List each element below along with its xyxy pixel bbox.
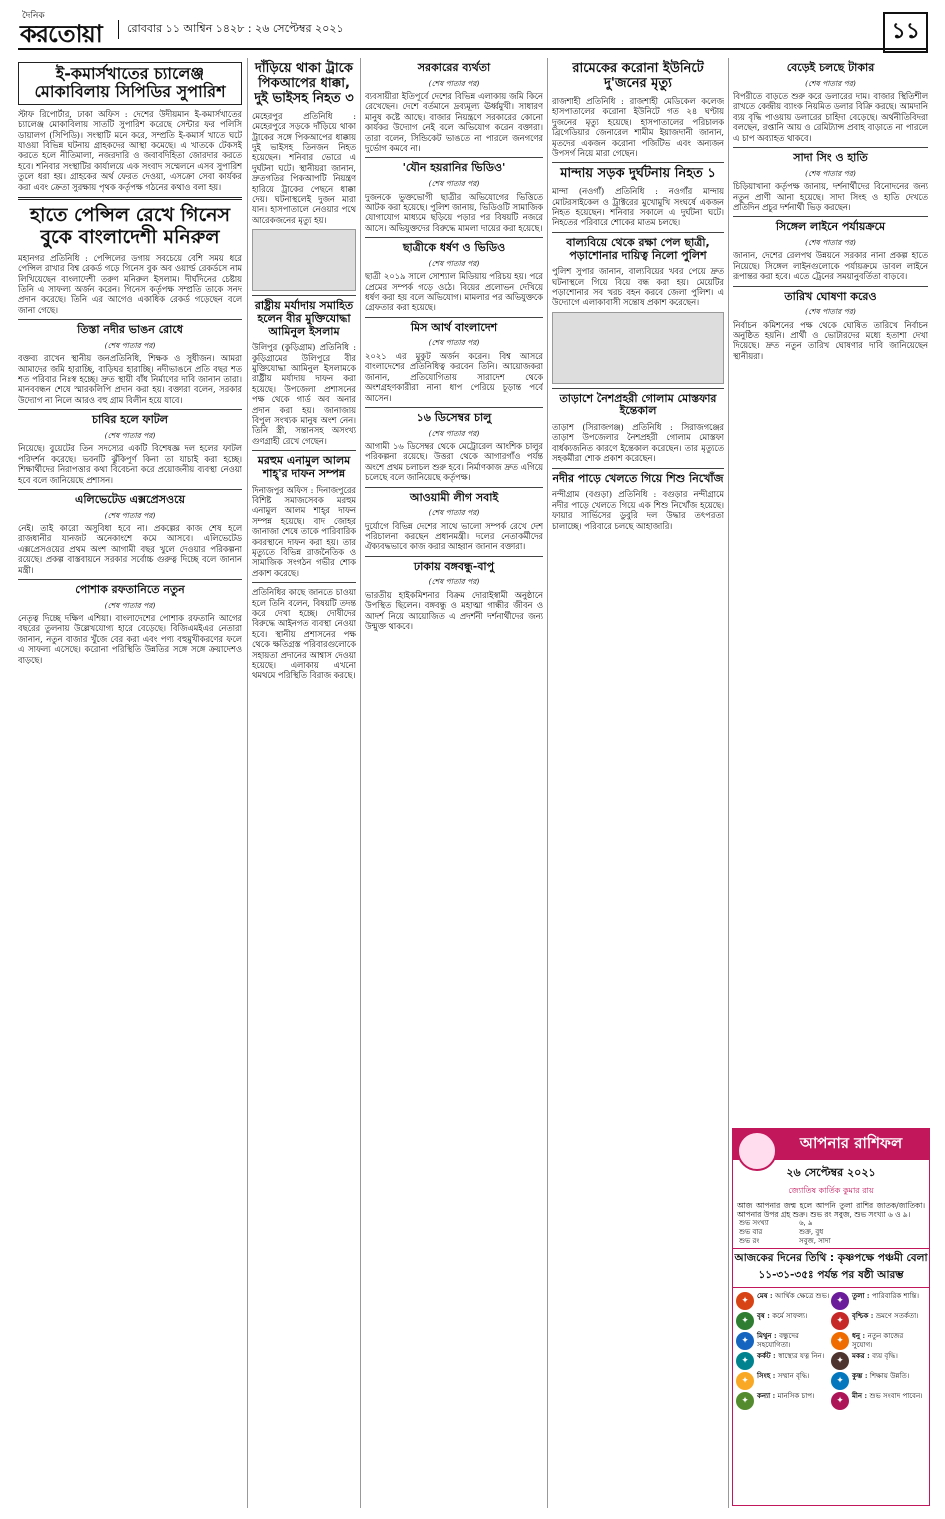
paragraph: স্টাফ রিপোর্টার, ঢাকা অফিস : দেশের উদীয়মান ই-কমার্সখাতের চ্যালেঞ্জ মোকাবিলায় সাতটি সুপারিশ করেছে সেন্টার ফর পলিসি ডায়ালগ (সিপিডি)। সংস্থাটি মনে করে, সম্প্রতি ই-কমার্স খাতে ঘটে যাওয়া বিভিন্ন ঘটনায় গ্রাহকদের আস্থা কমেছে। এ খাতকে টেকসই করতে হলে নীতিমালা, নজরদারি ও জবাবদিহিতা জোরদার করতে হবে। শনিবার সংস্থাটির কার্যালয়ে এক সংবাদ সম্মেলনে এসব সুপারিশ তুলে ধরা হয়। গ্রাহকের অর্থ ফেরত দেওয়া, এসক্রো সেবা কার্যকর করা এবং ক্রেতা সুরক্ষায় পৃথক কর্তৃপক্ষ গঠনের কথাও বলা হয়।	[18, 108, 242, 192]
paragraph: প্রতিনিধির কাছে জানতে চাওয়া হলে তিনি বলেন, বিষয়টি তদন্ত করে দেখা হচ্ছে। দোষীদের বিরুদ্ধে আইনগত ব্যবস্থা নেওয়া হবে। স্থানীয় প্রশাসনের পক্ষ থেকে ক্ষতিগ্রস্ত পরিবারগুলোকে সহায়তা প্রদানের আশ্বাস দেওয়া হয়েছে। এলাকায় এখনো থমথমে পরিস্থিতি বিরাজ করছে।	[252, 587, 356, 681]
paragraph: মেহেরপুর প্রতিনিধি : মেহেরপুরে সড়কে দাঁড়িয়ে থাকা ট্রাকের সঙ্গে পিকআপের ধাক্কায় দুই ভাইসহ তিনজন নিহত হয়েছেন। শনিবার ভোরে এ দুর্ঘটনা ঘটে। স্থানীয়রা জানান, দ্রুতগতির পিকআপটি নিয়ন্ত্রণ হারিয়ে ট্রাকের পেছনে ধাক্কা দেয়। ঘটনাস্থলেই দুজন মারা যান। হাসপাতালে নেওয়ার পথে আরেকজনের মৃত্যু হয়।	[252, 110, 356, 225]
article-body	[733, 250, 928, 281]
paragraph: পুলিশ সুপার জানান, বাল্যবিয়ের খবর পেয়ে দ্রুত ঘটনাস্থলে গিয়ে বিয়ে বন্ধ করা হয়। মেয়েটির পড়াশোনার সব খরচ বহন করবে জেলা পুলিশ। এ উদ্যোগে এলাকাবাসী সন্তোষ প্রকাশ করেছেন।	[552, 266, 724, 308]
zodiac-wheel-icon	[737, 1131, 777, 1171]
continued-label: (শেষ পাতার পর)	[428, 338, 480, 348]
article-body	[252, 485, 356, 579]
zodiac-text: কন্যা : মানসিক চাপ।	[757, 1391, 815, 1401]
horoscope-title: আপনার রাশিফল	[733, 1129, 929, 1160]
paragraph: উলিপুর (কুড়িগ্রাম) প্রতিনিধি : কুড়িগ্রামের উলিপুরে বীর মুক্তিযোদ্ধা আমিনুল ইসলামকে রাষ্ট্রীয় মর্যাদায় দাফন করা হয়েছে। উপজেলা প্রশাসনের পক্ষ থেকে গার্ড অব অনার প্রদান করা হয়। জানাজায় বিপুল সংখ্যক মানুষ অংশ নেন। তিনি স্ত্রী, সন্তানসহ অসংখ্য গুণগ্রাহী রেখে গেছেন।	[252, 342, 356, 446]
paragraph: নেতৃত্ব দিচ্ছে দক্ষিণ এশিয়া। বাংলাদেশের পোশাক রফতানি আগের বছরের তুলনায় উল্লেখযোগ্য হারে বেড়েছে। বিজিএমইএর নেতারা জানান, নতুন বাজার খুঁজে বের করা এবং পণ্য বহুমুখীকরণের ফলে এ সাফল্য এসেছে। করোনা পরিস্থিতি উন্নতির সঙ্গে সঙ্গে ক্রয়াদেশও বাড়ছে।	[18, 613, 242, 665]
zodiac-sign-item	[831, 1351, 926, 1371]
zodiac-sign-item	[736, 1311, 831, 1331]
zodiac-icon: ✦	[736, 1332, 754, 1350]
article-body	[252, 587, 356, 681]
zodiac-icon: ✦	[736, 1392, 754, 1410]
headline: সিঙ্গেল লাইনে পর্যায়ক্রমে	[775, 220, 886, 234]
article-body	[733, 91, 928, 143]
article-body	[365, 271, 543, 313]
horoscope-author: জ্যোতিষ কার্তিক কুমার রায়	[788, 1186, 874, 1195]
headline: মান্দায় সড়ক দুর্ঘটনায় নিহত ১	[560, 166, 716, 182]
continued-label: (শেষ পাতার পর)	[805, 78, 856, 88]
zodiac-icon: ✦	[831, 1332, 849, 1350]
paragraph: চিড়িয়াখানা কর্তৃপক্ষ জানায়, দর্শনার্থীদের বিনোদনের জন্য নতুন প্রাণী আনা হয়েছে। সাদা সিংহ ও হাতি দেখতে প্রতিদিন প্রচুর দর্শনার্থী ভিড় করছেন।	[733, 181, 928, 212]
paragraph: দিনাজপুর অফিস : দিনাজপুরের বিশিষ্ট সমাজসেবক মরহুম এনামুল আলম শাহ্‌র দাফন সম্পন্ন হয়েছে। বাদ জোহর জানাজা শেষে তাকে পারিবারিক কবরস্থানে দাফন করা হয়। তার মৃত্যুতে বিভিন্ন রাজনৈতিক ও সামাজিক সংগঠন গভীর শোক প্রকাশ করেছে।	[252, 484, 356, 578]
paragraph: ২০২১ এর মুকুট অর্জন করেন। বিশ্ব আসরে বাংলাদেশের প্রতিনিধিত্ব করবেন তিনি। আয়োজকরা জানান, প্রতিযোগিতায় সারাদেশ থেকে অংশগ্রহণকারীরা নানা ধাপ পেরিয়ে চূড়ান্ত পর্বে আসেন।	[365, 350, 543, 403]
zodiac-signs	[733, 1291, 929, 1411]
continued-label: (শেষ পাতার পর)	[104, 340, 156, 350]
headline: বাল্যবিয়ে থেকে রক্ষা পেল ছাত্রী, পড়াশোনার দায়িত্ব নিলো পুলিশ	[566, 235, 710, 262]
article-body	[552, 186, 724, 228]
headline: হাতে পেন্সিল রেখে গিনেস বুকে বাংলাদেশী মনিরুল	[29, 204, 231, 248]
zodiac-sign-item	[736, 1371, 831, 1391]
headline: ছাত্রীকে ধর্ষণ ও ভিডিও	[402, 241, 506, 255]
horoscope-date: ২৬ সেপ্টেম্বর ২০২১	[786, 1166, 876, 1179]
zodiac-icon: ✦	[831, 1352, 849, 1370]
headline: সাদা সিং ও হাতি	[793, 151, 868, 165]
column-rule	[247, 58, 248, 1508]
zodiac-sign-item	[736, 1351, 831, 1371]
paragraph: বক্তব্য রাখেন স্থানীয় জনপ্রতিনিধি, শিক্ষক ও সুধীজন। আমরা আমাদের জমি হারাচ্ছি, বাড়িঘর হারাচ্ছি। নদীভাঙনে প্রতি বছর শত শত পরিবার নিঃস্ব হচ্ছে। দ্রুত স্থায়ী বাঁধ নির্মাণের দাবি জানান তারা। মানববন্ধন শেষে স্মারকলিপি প্রদান করা হয়। বক্তারা বলেন, সরকার উদ্যোগ না নিলে আরও বহু গ্রাম বিলীন হয়ে যাবে।	[18, 353, 242, 405]
zodiac-text: ধনু : নতুন কাজের সুযোগ।	[852, 1331, 904, 1349]
article-body	[365, 192, 543, 234]
horoscope-intro: আজ আপনার জন্ম হলে আপনি তুলা রাশির জাতক/জাতিকা। আপনার উপর গ্রহ শুক্র। শুভ রং সবুজ, শুভ সংখ্যা ৬ ও ৯।	[737, 1201, 925, 1220]
article-body	[552, 489, 724, 531]
headline: তারিখ ঘোষণা করেও	[784, 289, 877, 303]
zodiac-icon: ✦	[736, 1292, 754, 1310]
paragraph: নিয়েছে। বুয়েটের তিন সদস্যের একটি বিশেষজ্ঞ দল হলের ফাটল পরিদর্শন করেছে। ভবনটি ঝুঁকিপূর্ণ কিনা তা যাচাই করা হচ্ছে। শিক্ষার্থীদের নিরাপত্তার কথা বিবেচনা করে প্রয়োজনীয় ব্যবস্থা নেওয়া হবে বলে জানিয়েছে প্রশাসন।	[18, 443, 242, 485]
continued-label: (শেষ পাতার পর)	[104, 600, 156, 610]
article-body	[18, 613, 242, 665]
zodiac-sign-item	[736, 1291, 831, 1311]
paragraph: দুর্যোগে বিভিন্ন দেশের সাথে ভালো সম্পর্ক রেখে দেশ পরিচালনা করছেন প্রধানমন্ত্রী। দলের নেতাকর্মীদের ঐক্যবদ্ধভাবে কাজ করার আহ্বান জানান বক্তারা।	[365, 520, 543, 552]
headline: 'যৌন হয়রানির ভিডিও'	[402, 161, 506, 175]
horoscope-table	[733, 1219, 929, 1245]
today-tithi: আজকের দিনের তিথি : কৃষ্ণপক্ষে পঞ্চমী বেলা ১১-৩১-৩৫ঃ পর্যন্ত পর ষষ্ঠী আরম্ভ	[733, 1248, 929, 1288]
zodiac-icon: ✦	[736, 1312, 754, 1330]
zodiac-text: তুলা : পারিবারিক শান্তি।	[852, 1291, 920, 1301]
headline: রামেকের করোনা ইউনিটে দু'জনের মৃত্যু	[572, 61, 704, 91]
horoscope-box	[732, 1128, 930, 1506]
zodiac-text: কুম্ভ : শিক্ষায় উন্নতি।	[852, 1371, 910, 1381]
table-row: শুভ রং সবুজ, সাদা	[739, 1236, 831, 1245]
continued-label: (শেষ পাতার পর)	[428, 258, 480, 268]
article-body	[18, 353, 242, 405]
column-rule	[547, 58, 548, 1508]
headline: ই-কমার্সখাতের চ্যালেঞ্জ মোকাবিলায় সিপিডির সুপারিশ	[18, 62, 242, 105]
paragraph: বিপরীতে বাড়তে শুরু করে ডলারের দাম। বাজার স্থিতিশীল রাখতে কেন্দ্রীয় ব্যাংক নিয়মিত ডলার বিক্রি করছে। আমদানি ব্যয় বৃদ্ধি পাওয়ায় ডলারের চাহিদা বেড়েছে। অর্থনীতিবিদরা বলছেন, রপ্তানি আয় ও রেমিট্যান্স প্রবাহ বাড়াতে না পারলে এ চাপ অব্যাহত থাকবে।	[733, 91, 928, 143]
paragraph: জানান, দেশের রেলপথ উন্নয়নে সরকার নানা প্রকল্প হাতে নিয়েছে। সিঙ্গেল লাইনগুলোকে পর্যায়ক্রমে ডাবল লাইনে রূপান্তর করা হবে। এতে ট্রেনের সময়ানুবর্তিতা বাড়বে।	[733, 250, 928, 282]
headline: ঢাকায় বঙ্গবন্ধু-বাপু	[413, 559, 495, 573]
headline: মিস আর্থ বাংলাদেশ	[410, 320, 498, 334]
headline: রাষ্ট্রীয় মর্যাদায় সমাহিত হলেন বীর মুক্তিযোদ্ধা আমিনুল ইসলাম	[254, 299, 354, 338]
headline: পোশাক রফতানিতে নতুন	[75, 582, 185, 596]
column-2	[252, 58, 356, 1508]
zodiac-sign-item	[736, 1331, 831, 1351]
zodiac-text: বৃশ্চিক : ভ্রমণে সতর্কতা।	[852, 1311, 919, 1321]
column-4	[552, 58, 724, 1508]
article-body	[252, 342, 356, 446]
headline: চাবির হলে ফাটল	[92, 413, 168, 427]
continued-label: (শেষ পাতার পর)	[428, 179, 480, 189]
zodiac-text: বৃষ : কর্মে সাফল্য।	[757, 1311, 808, 1321]
headline: সরকারের ব্যর্থতা	[417, 61, 491, 74]
article-body	[18, 109, 242, 192]
paragraph: দুজনকে ভুক্তভোগী ছাত্রীর অভিযোগের ভিত্তিতে আটক করা হয়েছে। পুলিশ জানায়, ভিডিওটি সামাজিক যোগাযোগ মাধ্যমে ছড়িয়ে পড়ার পর বিষয়টি নজরে আসে। অভিযুক্তদের বিরুদ্ধে মামলা দায়ের করা হয়েছে।	[365, 191, 543, 233]
paragraph: ভারতীয় হাইকমিশনার বিক্রম দোরাইস্বামী অনুষ্ঠানে উপস্থিত ছিলেন। বঙ্গবন্ধু ও মহাত্মা গান্ধীর জীবন ও আদর্শ নিয়ে আয়োজিত এ প্রদর্শনী দর্শনার্থীদের জন্য উন্মুক্ত থাকবে।	[365, 589, 543, 632]
table-row: শুভ সংখ্যা ৬, ৯	[739, 1219, 813, 1228]
paragraph: মান্দা (নওগাঁ) প্রতিনিধি : নওগাঁর মান্দায় মোটরসাইকেল ও ট্রাক্টরের মুখোমুখি সংঘর্ষে একজন নিহত হয়েছেন। শনিবার সকালে এ দুর্ঘটনা ঘটে। নিহতের পরিবারে শোকের মাতম চলছে।	[552, 186, 724, 228]
article-body	[365, 521, 543, 552]
headline: তাড়াশে নৈশপ্রহরী গোলাম মোস্তফার ইন্তেকাল	[559, 391, 717, 418]
zodiac-sign-item	[831, 1291, 926, 1311]
headline: মরহুম এনামুল আলম শাহ্‌'র দাফন সম্পন্ন	[257, 454, 351, 480]
zodiac-text: মিথুন : বন্ধুদের সহযোগিতা।	[757, 1331, 799, 1349]
article-body	[552, 266, 724, 308]
paragraph: নেই। তাই কারো অসুবিধা হবে না। প্রকল্পের কাজ শেষ হলে রাজধানীর যানজট অনেকাংশে কমে আসবে। এলিভেটেড এক্সপ্রেসওয়ের প্রথম অংশ আগামী বছর খুলে দেওয়ার পরিকল্পনা রয়েছে। প্রকল্প বাস্তবায়নে সরকার সর্বোচ্চ গুরুত্ব দিচ্ছে বলে জানান মন্ত্রী।	[18, 522, 242, 575]
column-3	[365, 58, 543, 1508]
article-body	[552, 422, 724, 464]
zodiac-icon: ✦	[736, 1352, 754, 1370]
continued-label: (শেষ পাতার পর)	[428, 78, 480, 88]
continued-label: (শেষ পাতার পর)	[428, 428, 480, 438]
zodiac-icon: ✦	[831, 1312, 849, 1330]
logo-tagline: দৈনিক	[22, 11, 45, 21]
zodiac-icon: ✦	[831, 1372, 849, 1390]
headline: ১৬ ডিসেম্বর চালু	[416, 410, 492, 424]
article-body	[18, 523, 242, 575]
column-5	[733, 58, 928, 1123]
column-rule	[728, 58, 729, 1508]
article-body	[733, 320, 928, 362]
dateline: রোববার ১১ আশ্বিন ১৪২৮ : ২৬ সেপ্টেম্বর ২০২১	[118, 20, 344, 39]
news-photo	[252, 229, 356, 291]
column-1	[18, 58, 242, 1508]
zodiac-sign-item	[831, 1311, 926, 1331]
article-body	[365, 91, 543, 153]
zodiac-icon: ✦	[736, 1372, 754, 1390]
zodiac-text: মকর : ব্যয় বৃদ্ধি।	[852, 1351, 898, 1361]
paragraph: আগামী ১৬ ডিসেম্বর থেকে মেট্রোরেল আংশিক চালুর পরিকল্পনা রয়েছে। উত্তরা থেকে আগারগাঁও পর্যন্ত অংশে প্রথম চলাচল শুরু হবে। নির্মাণকাজ দ্রুত এগিয়ে চলেছে বলে জানিয়েছে কর্তৃপক্ষ।	[365, 440, 543, 483]
article-body	[552, 96, 724, 158]
article-body	[365, 590, 543, 632]
article-body	[18, 443, 242, 485]
headline: দাঁড়িয়ে থাকা ট্রাকে পিকআপের ধাক্কা, দুই ভাইসহ নিহত ৩	[254, 61, 354, 106]
article-body	[252, 111, 356, 225]
zodiac-sign-item	[831, 1391, 926, 1411]
paragraph: মহানগর প্রতিনিধি : পেন্সিলের ডগায় সবচেয়ে বেশি সময় ধরে পেন্সিল রাখার বিশ্ব রেকর্ড গড়ে গিনেস বুক অব ওয়ার্ল্ড রেকর্ডসে নাম লিখিয়েছেন বাংলাদেশী তরুণ মনিরুল ইসলাম। দীর্ঘদিনের চেষ্টায় তিনি এ সাফল্য অর্জন করেন। গিনেস কর্তৃপক্ষ সম্প্রতি তাকে সনদ প্রদান করেছে। তিনি এর আগেও একাধিক রেকর্ড গড়েছেন বলে জানা গেছে।	[18, 252, 242, 315]
continued-label: (শেষ পাতার পর)	[104, 430, 156, 440]
article-body	[365, 441, 543, 483]
continued-label: (শেষ পাতার পর)	[428, 577, 480, 587]
continued-label: (শেষ পাতার পর)	[805, 307, 856, 317]
continued-label: (শেষ পাতার পর)	[805, 168, 856, 178]
headline: বেড়েই চলছে টাকার	[786, 61, 875, 74]
table-row: শুভ বার শুক্র, বুধ	[739, 1228, 824, 1236]
paragraph: রাজশাহী প্রতিনিধি : রাজশাহী মেডিকেল কলেজ হাসপাতালের করোনা ইউনিটে গত ২৪ ঘণ্টায় দুজনের মৃত্যু হয়েছে। হাসপাতালের পরিচালক ব্রিগেডিয়ার জেনারেল শামীম ইয়াজদানী জানান, মৃতদের একজন করোনা পজিটিভ এবং অন্যজন উপসর্গ নিয়ে মারা গেছেন।	[552, 95, 724, 158]
article-body	[365, 351, 543, 403]
article-body	[18, 253, 242, 315]
column-rule	[360, 58, 361, 1508]
logo-title: করতোয়া	[20, 20, 102, 48]
zodiac-text: মীন : শুভ সংবাদ পাবেন।	[852, 1391, 923, 1401]
zodiac-icon: ✦	[831, 1392, 849, 1410]
headline: আওয়ামী লীগ সবাই	[409, 490, 499, 504]
zodiac-icon: ✦	[831, 1292, 849, 1310]
paragraph: ব্যবসায়ীরা ইতিপূর্বে দেশের বিভিন্ন এলাকায় জমি কিনে রেখেছেন। দেশে বর্তমানে দ্রব্যমূল্য ঊর্ধ্বমুখী। সাধারণ মানুষ কষ্টে আছে। বাজার নিয়ন্ত্রণে সরকারের কোনো কার্যকর উদ্যোগ নেই বলে অভিযোগ করেন বক্তারা। তারা বলেন, সিন্ডিকেট ভাঙতে না পারলে জনগণের দুর্ভোগ কমবে না।	[365, 91, 543, 154]
paragraph: নির্বাচন কমিশনের পক্ষ থেকে ঘোষিত তারিখে নির্বাচন অনুষ্ঠিত হয়নি। প্রার্থী ও ভোটারদের মধ্যে হতাশা দেখা দিয়েছে। দ্রুত নতুন তারিখ ঘোষণার দাবি জানিয়েছেন স্থানীয়রা।	[733, 319, 928, 361]
headline: এলিভেটেড এক্সপ্রেসওয়ে	[74, 492, 185, 506]
paragraph: ছাত্রী ২০১৯ সালে সোশ্যাল মিডিয়ায় পরিচয় হয়। পরে প্রেমের সম্পর্ক গড়ে ওঠে। বিয়ের প্রলোভন দেখিয়ে ধর্ষণ করা হয় বলে অভিযোগ। মামলার পর অভিযুক্তকে গ্রেফতার করা হয়েছে।	[365, 271, 543, 313]
zodiac-text: কর্কট : স্বাস্থ্যের যত্ন নিন।	[757, 1351, 825, 1361]
news-photo	[552, 312, 724, 384]
zodiac-sign-item	[831, 1331, 926, 1351]
headline: তিস্তা নদীর ভাঙন রোধে	[77, 323, 183, 337]
zodiac-text: সিংহ : সম্মান বৃদ্ধি।	[757, 1371, 810, 1381]
zodiac-sign-item	[831, 1371, 926, 1391]
paragraph: নন্দীগ্রাম (বগুড়া) প্রতিনিধি : বগুড়ার নন্দীগ্রামে নদীর পাড়ে খেলতে গিয়ে এক শিশু নিখোঁজ হয়েছে। ফায়ার সার্ভিসের ডুবুরি দল উদ্ধার তৎপরতা চালাচ্ছে। পরিবারে চলছে আহাজারি।	[552, 489, 724, 531]
page-number: ১১	[883, 12, 928, 53]
continued-label: (শেষ পাতার পর)	[805, 237, 856, 247]
zodiac-sign-item	[736, 1391, 831, 1411]
continued-label: (শেষ পাতার পর)	[104, 510, 156, 520]
headline: নদীর পাড়ে খেলতে গিয়ে শিশু নিখোঁজ	[552, 471, 724, 485]
article-body	[733, 181, 928, 212]
zodiac-text: মেষ : আর্থিক ক্ষেত্রে শুভ।	[757, 1291, 830, 1301]
newspaper-logo	[18, 8, 108, 48]
continued-label: (শেষ পাতার পর)	[428, 508, 480, 518]
paragraph: তাড়াশ (সিরাজগঞ্জ) প্রতিনিধি : সিরাজগঞ্জের তাড়াশ উপজেলার নৈশপ্রহরী গোলাম মোস্তফা বার্ধক্যজনিত কারণে ইন্তেকাল করেছেন। তার মৃত্যুতে সহকর্মীরা শোক প্রকাশ করেছেন।	[552, 422, 724, 464]
masthead	[18, 8, 928, 50]
